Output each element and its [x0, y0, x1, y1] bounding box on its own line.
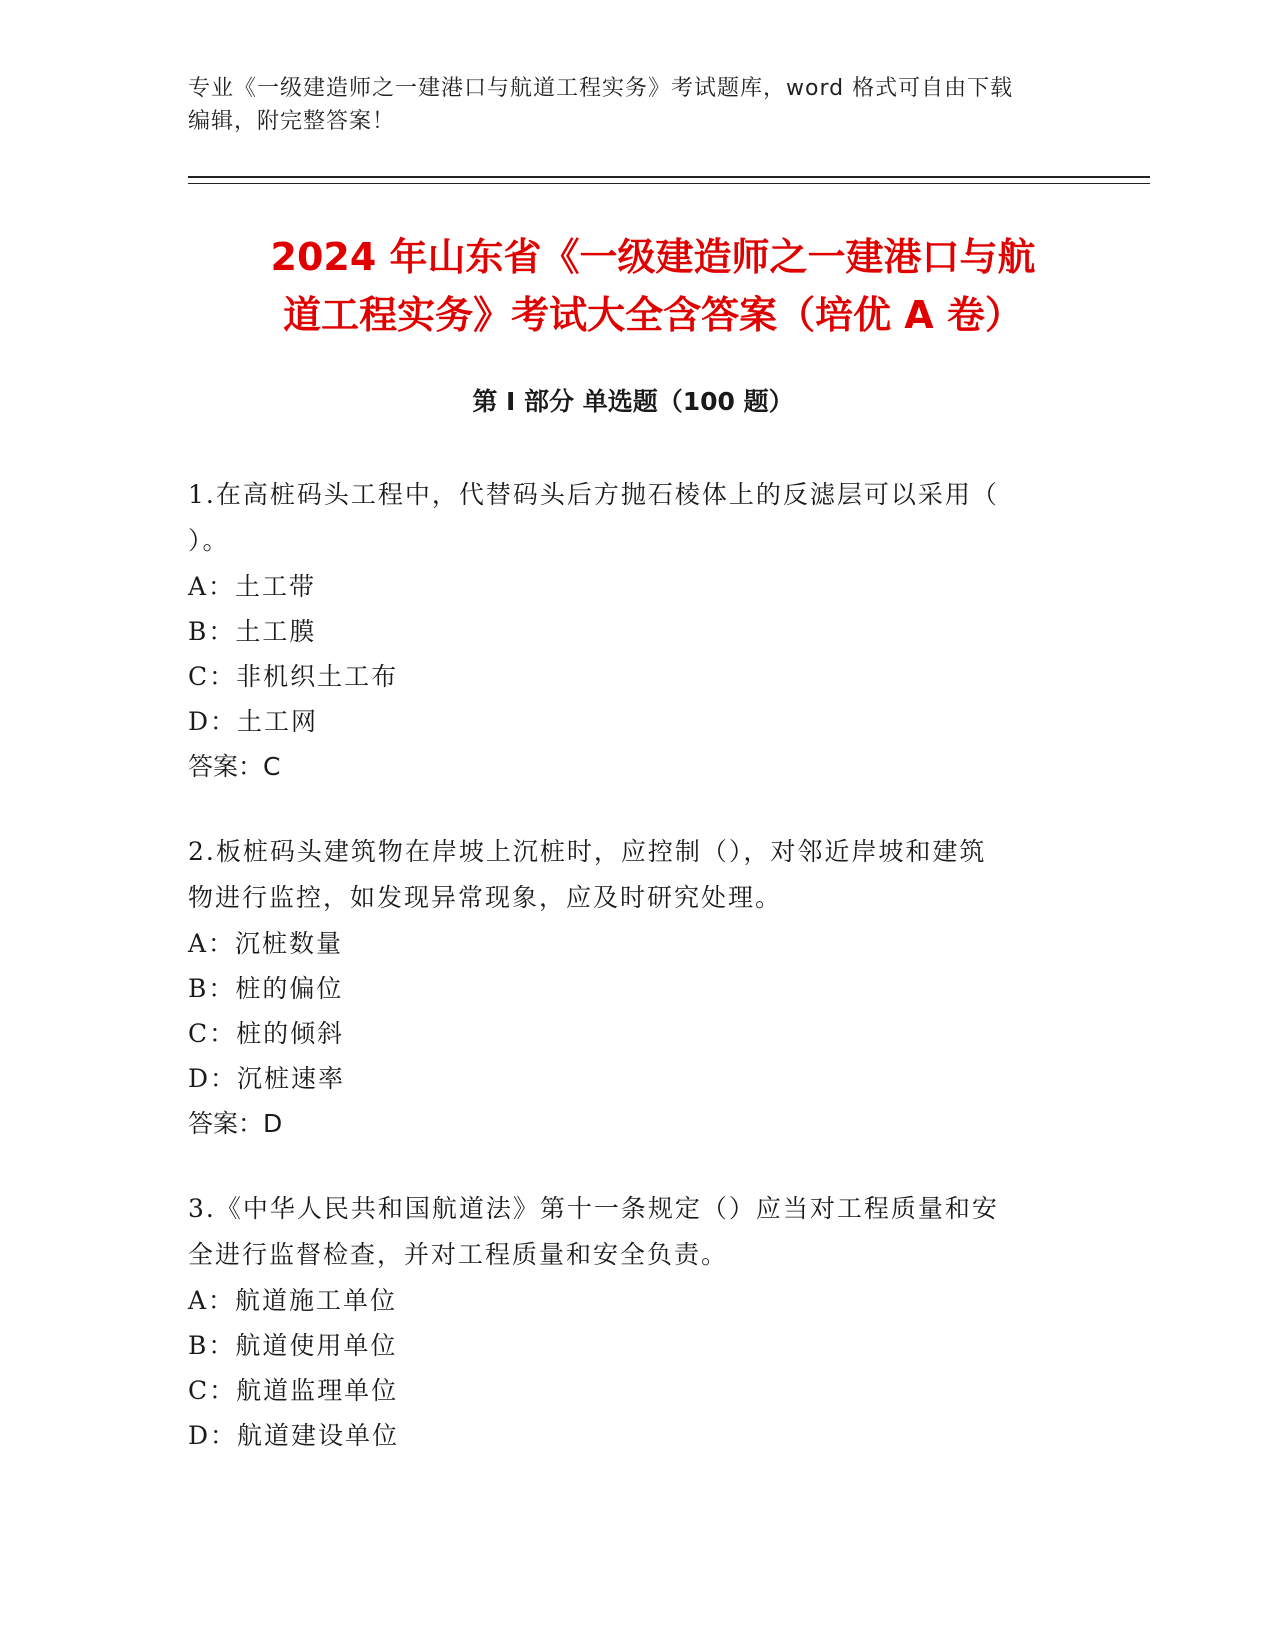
question-stem — [188, 472, 1068, 564]
option-a: A：航道施工单位 — [188, 1286, 398, 1315]
document-title-line-1: 2024 年山东省《一级建造师之一建港口与航 — [270, 235, 1036, 279]
option-c: C：桩的倾斜 — [188, 1019, 345, 1048]
answer-label: 答案：D — [188, 1109, 283, 1138]
document-title — [188, 228, 1118, 344]
question-stem-line: 3.《中华人民共和国航道法》第十一条规定（）应当对工程质量和安 — [188, 1194, 999, 1223]
option-c: C：航道监理单位 — [188, 1376, 399, 1405]
question-stem-line: 2.板桩码头建筑物在岸坡上沉桩时，应控制（），对邻近岸坡和建筑 — [188, 837, 987, 866]
option-b: B：土工膜 — [188, 617, 317, 646]
question-stem-line: 全进行监督检查，并对工程质量和安全负责。 — [188, 1240, 729, 1269]
header-divider-thin — [188, 183, 1150, 184]
option-b: B：桩的偏位 — [188, 974, 344, 1003]
question-1 — [188, 472, 1068, 789]
question-stem-line: 1.在高桩码头工程中，代替码头后方抛石棱体上的反滤层可以采用（ — [188, 480, 999, 509]
option-d: D：沉桩速率 — [188, 1064, 346, 1093]
question-stem — [188, 1186, 1068, 1278]
document-title-line-2: 道工程实务》考试大全含答案（培优 A 卷） — [283, 293, 1023, 337]
option-a: A：沉桩数量 — [188, 929, 344, 958]
header-note-line-2: 编辑，附完整答案！ — [188, 109, 396, 134]
header-note-line-1: 专业《一级建造师之一建港口与航道工程实务》考试题库，word 格式可自由下载 — [188, 76, 1014, 101]
option-d: D：土工网 — [188, 707, 319, 736]
option-a: A：土工带 — [188, 572, 317, 601]
question-stem — [188, 829, 1068, 921]
option-d: D：航道建设单位 — [188, 1421, 400, 1450]
header-note — [188, 72, 1068, 138]
question-2 — [188, 829, 1068, 1146]
question-stem-line: ）。 — [188, 526, 230, 555]
answer-label: 答案：C — [188, 752, 281, 781]
option-c: C：非机织土工布 — [188, 662, 399, 691]
header-divider-thick — [188, 176, 1150, 178]
question-stem-line: 物进行监控，如发现异常现象，应及时研究处理。 — [188, 883, 783, 912]
option-b: B：航道使用单位 — [188, 1331, 398, 1360]
question-3 — [188, 1186, 1068, 1458]
section-title: 第 I 部分 单选题（100 题） — [472, 387, 794, 416]
question-list — [188, 472, 1068, 1498]
